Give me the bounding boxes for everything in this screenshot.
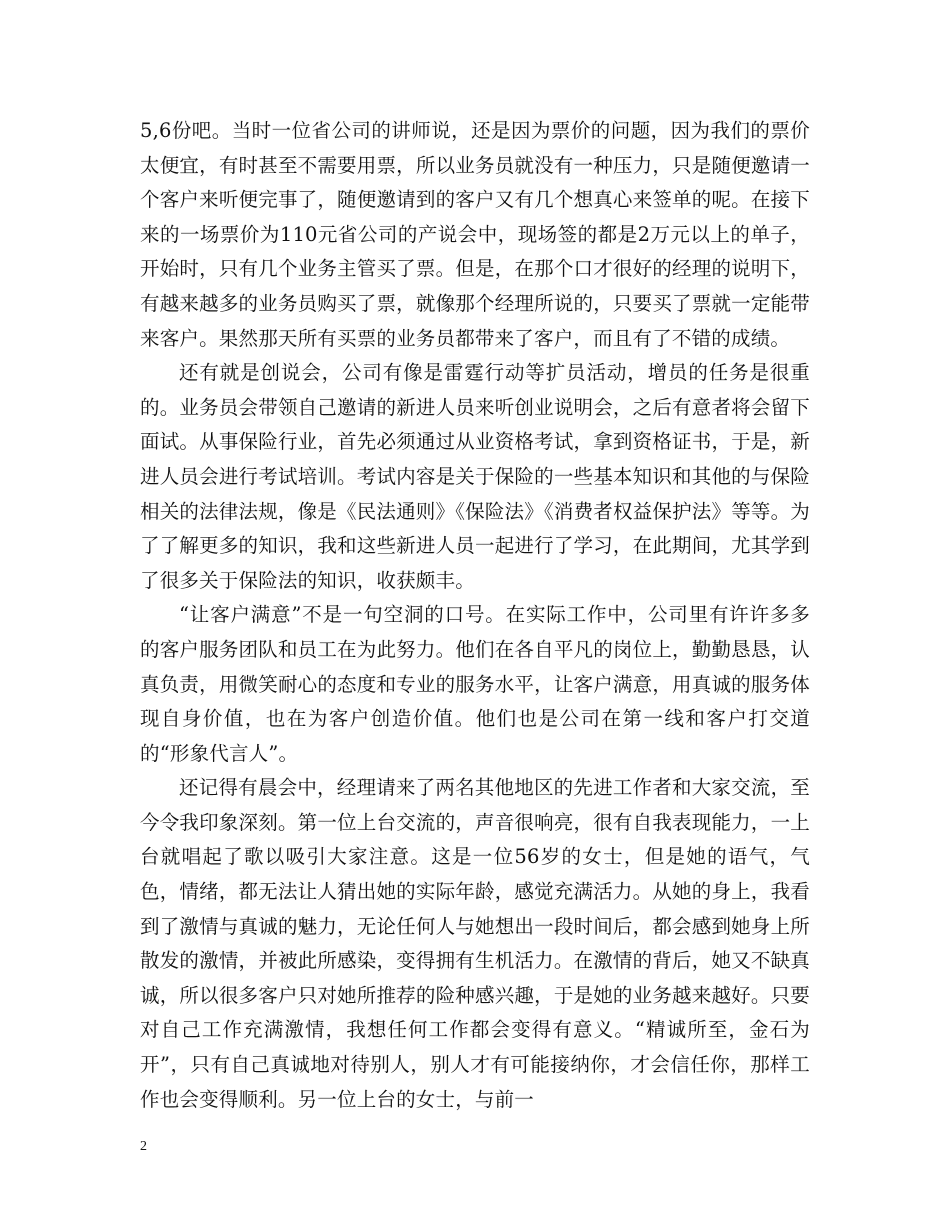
paragraph-2: 还有就是创说会，公司有像是雷霆行动等扩员活动，增员的任务是很重的。业务员会带领自己邀请的新进人员来听创业说明会，之后有意者将会留下面试。从事保险行业，首先必须通过从业资格考试，拿到资格证书，于是，新进人员会进行考试培训。考试内容是关于保险的一些基本知识和其他的与保险相关的法律法规，像是《民法通则》《保险法》《消费者权益保护法》等等。为了了解更多的知识，我和这些新进人员一起进行了学习，在此期间，尤其学到了很多关于保险法的知识，收获颇丰。 — [140, 361, 811, 592]
paragraph-4: 还记得有晨会中，经理请来了两名其他地区的先进工作者和大家交流，至今令我印象深刻。第一位上台交流的，声音很响亮，很有自我表现能力，一上台就唱起了歌以吸引大家注意。这是一位56岁的女士，但是她的语气，气色，情绪，都无法让人猜出她的实际年龄，感觉充满活力。从她的身上，我看到了激情与真诚的魅力，无论任何人与她想出一段时间后，都会感到她身上所散发的激情，并被此所感染，变得拥有生机活力。在激情的背后，她又不缺真诚，所以很多客户只对她所推荐的险种感兴趣，于是她的业务越来越好。只要对自己工作充满激情，我想任何工作都会变得有意义。“精诚所至，金石为开”，只有自己真诚地对待别人，别人才有可能接纳你，才会信任你，那样工作也会变得顺利。另一位上台的女士，与前一 — [140, 776, 810, 1111]
body-text — [140, 114, 810, 1117]
page-number: 2 — [140, 1139, 147, 1154]
paragraph-3: “让客户满意”不是一句空洞的口号。在实际工作中，公司里有许许多多的客户服务团队和员工在为此努力。他们在各自平凡的岗位上，勤勤恳恳，认真负责，用微笑耐心的态度和专业的服务水平，让客户满意，用真诚的服务体现自身价值，也在为客户创造价值。他们也是公司在第一线和客户打交道的“形象代言人”。 — [140, 603, 810, 765]
paragraph-1: 5,6份吧。当时一位省公司的讲师说，还是因为票价的问题，因为我们的票价太便宜，有时甚至不需要用票，所以业务员就没有一种压力，只是随便邀请一个客户来听便完事了，随便邀请到的客户又有几个想真心来签单的呢。在接下来的一场票价为110元省公司的产说会中，现场签的都是2万元以上的单子，开始时，只有几个业务主管买了票。但是，在那个口才很好的经理的说明下，有越来越多的业务员购买了票，就像那个经理所说的，只要买了票就一定能带来客户。果然那天所有买票的业务员都带来了客户，而且有了不错的成绩。 — [140, 119, 810, 350]
